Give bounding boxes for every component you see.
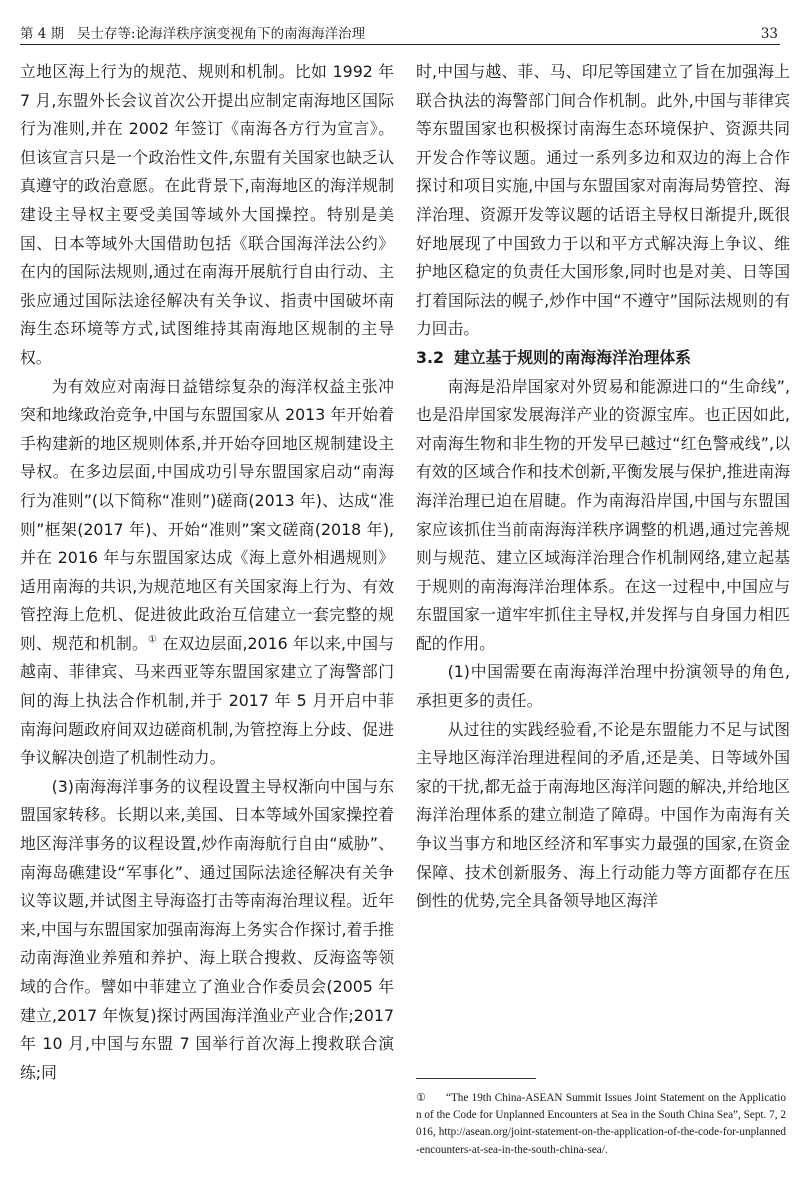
section-heading xyxy=(416,344,790,373)
paragraph: 南海是沿岸国家对外贸易和能源进口的“生命线”,也是沿岸国家发展海洋产业的资源宝库。也正因如此,对南海生物和非生物的开发早已越过“红色警戒线”,以有效的区域合作和技术创新,平衡发展与保护,推进南海海洋治理已迫在眉睫。作为南海沿岸国,中国与东盟国家应该抓住当前南海海洋秩序调整的机遇,通过完善规则与规范、建立区域海洋治理合作机制网络,建立起基于规则的南海海洋治理体系。在这一过程中,中国应与东盟国家一道牢牢抓住主导权,并发挥与自身国力相匹配的作用。 xyxy=(416,376,790,653)
running-header xyxy=(20,16,778,42)
section-title: 建立基于规则的南海海洋治理体系 xyxy=(454,347,691,367)
paragraph: (3)南海海洋事务的议程设置主导权渐向中国与东盟国家转移。长期以来,美国、日本等域外国家操控着地区海洋事务的议程设置,炒作南海航行自由“威胁”、南海岛礁建设“军事化”、通过国际法途径解决有关争议等议题,并试图主导海盗打击等南海治理议程。近年来,中国与东盟国家加强南海海上务实合作探讨,着手推动南海渔业养殖和养护、海上联合搜救、反海盗等领域的合作。譬如中菲建立了渔业合作委员会(2005 年建立,2017 年恢复)探讨两国海洋渔业产业合作;2017 年 10 月,中国与东盟 7 国举行首次海上搜救联合演练;同 xyxy=(20,776,394,1082)
page-number: 33 xyxy=(760,26,778,42)
paragraph: 立地区海上行为的规范、规则和机制。比如 1992 年 7 月,东盟外长会议首次公开提出应制定南海地区国际行为准则,并在 2002 年签订《南海各方行为宣言》。但该宣言只是一个政治性文件,东盟有关国家也缺乏认真遵守的政治意愿。在此背景下,南海地区的海洋规制建设主导权主要受美国等域外大国操控。特别是美国、日本等域外大国借助包括《联合国海洋法公约》在内的国际法规则,通过在南海开展航行自由行动、主张应通过国际法途径解决有关争议、指责中国破坏南海生态环境等方式,试图维持其南海地区规制的主导权。 xyxy=(20,62,394,367)
footnote-reference[interactable]: ① xyxy=(148,634,158,646)
right-column xyxy=(416,58,790,916)
footnote-mark: ① xyxy=(416,1092,427,1104)
footnote xyxy=(416,1090,786,1159)
issue-number: 第 4 期 xyxy=(20,26,65,42)
header-rule xyxy=(20,44,780,45)
paragraph: (1)中国需要在南海海洋治理中扮演领导的角色,承担更多的责任。 xyxy=(416,662,790,711)
footnote-rule xyxy=(416,1078,536,1079)
paragraph-text: 为有效应对南海日益错综复杂的海洋权益主张冲突和地缘政治竞争,中国与东盟国家从 2013 年开始着手构建新的地区规则体系,并开始夺回地区规制建设主导权。在多边层面,中国成功引导东盟国家启动“南海行为准则”(以下简称“准则”)磋商(2013 年)、达成“准则”框架(2017 年)、开始“准则”案文磋商(2018 年),并在 2016 年与东盟国家达成《海上意外相遇规则》适用南海的共识,为规范地区有关国家海上行为、有效管控海上危机、促进彼此政治互信建立一套完整的规则、规范和机制。 xyxy=(20,376,394,653)
paragraph: 时,中国与越、菲、马、印尼等国建立了旨在加强海上联合执法的海警部门间合作机制。此外,中国与菲律宾等东盟国家也积极探讨南海生态环境保护、资源共同开发合作等议题。通过一系列多边和双边的海上合作探讨和项目实施,中国与东盟国家对南海局势管控、海洋治理、资源开发等议题的话语主导权日渐提升,既很好地展现了中国致力于以和平方式解决海上争议、维护地区稳定的负责任大国形象,同时也是对美、日等国打着国际法的幌子,炒作中国“不遵守”国际法规则的有力回击。 xyxy=(416,62,790,339)
left-column xyxy=(20,58,394,1087)
section-number: 3.2 xyxy=(416,347,444,367)
running-title: 吴士存等:论海洋秩序演变视角下的南海海洋治理 xyxy=(77,26,366,42)
paragraph: 从过往的实践经验看,不论是东盟能力不足与试图主导地区海洋治理进程间的矛盾,还是美、日等域外国家的干扰,都无益于南海地区海洋问题的解决,并给地区海洋治理体系的建立制造了障碍。中国作为南海有关争议当事方和地区经济和军事实力最强的国家,在资金保障、技术创新服务、海上行动能力等方面都存在压倒性的优势,完全具备领导地区海洋 xyxy=(416,719,790,911)
paragraph-text: 在双边层面,2016 年以来,中国与越南、菲律宾、马来西亚等东盟国家建立了海警部门间的海上执法合作机制,并于 2017 年 5 月开启中菲南海问题政府间双边磋商机制,为管控海上分歧、促进争议解决创造了机制性动力。 xyxy=(20,633,394,768)
header-left xyxy=(20,22,365,42)
footnote-text: “The 19th China-ASEAN Summit Issues Joint Statement on the Application of the Code for Unplanned Encounters at Sea in the South China Sea”, Sept. 7, 2016, http://asean.org/joint-statement-on-the-application-of-the-code-for-unplanned-encounters-at-sea-in-the-south-china-sea/. xyxy=(416,1092,786,1156)
paragraph xyxy=(20,373,394,773)
